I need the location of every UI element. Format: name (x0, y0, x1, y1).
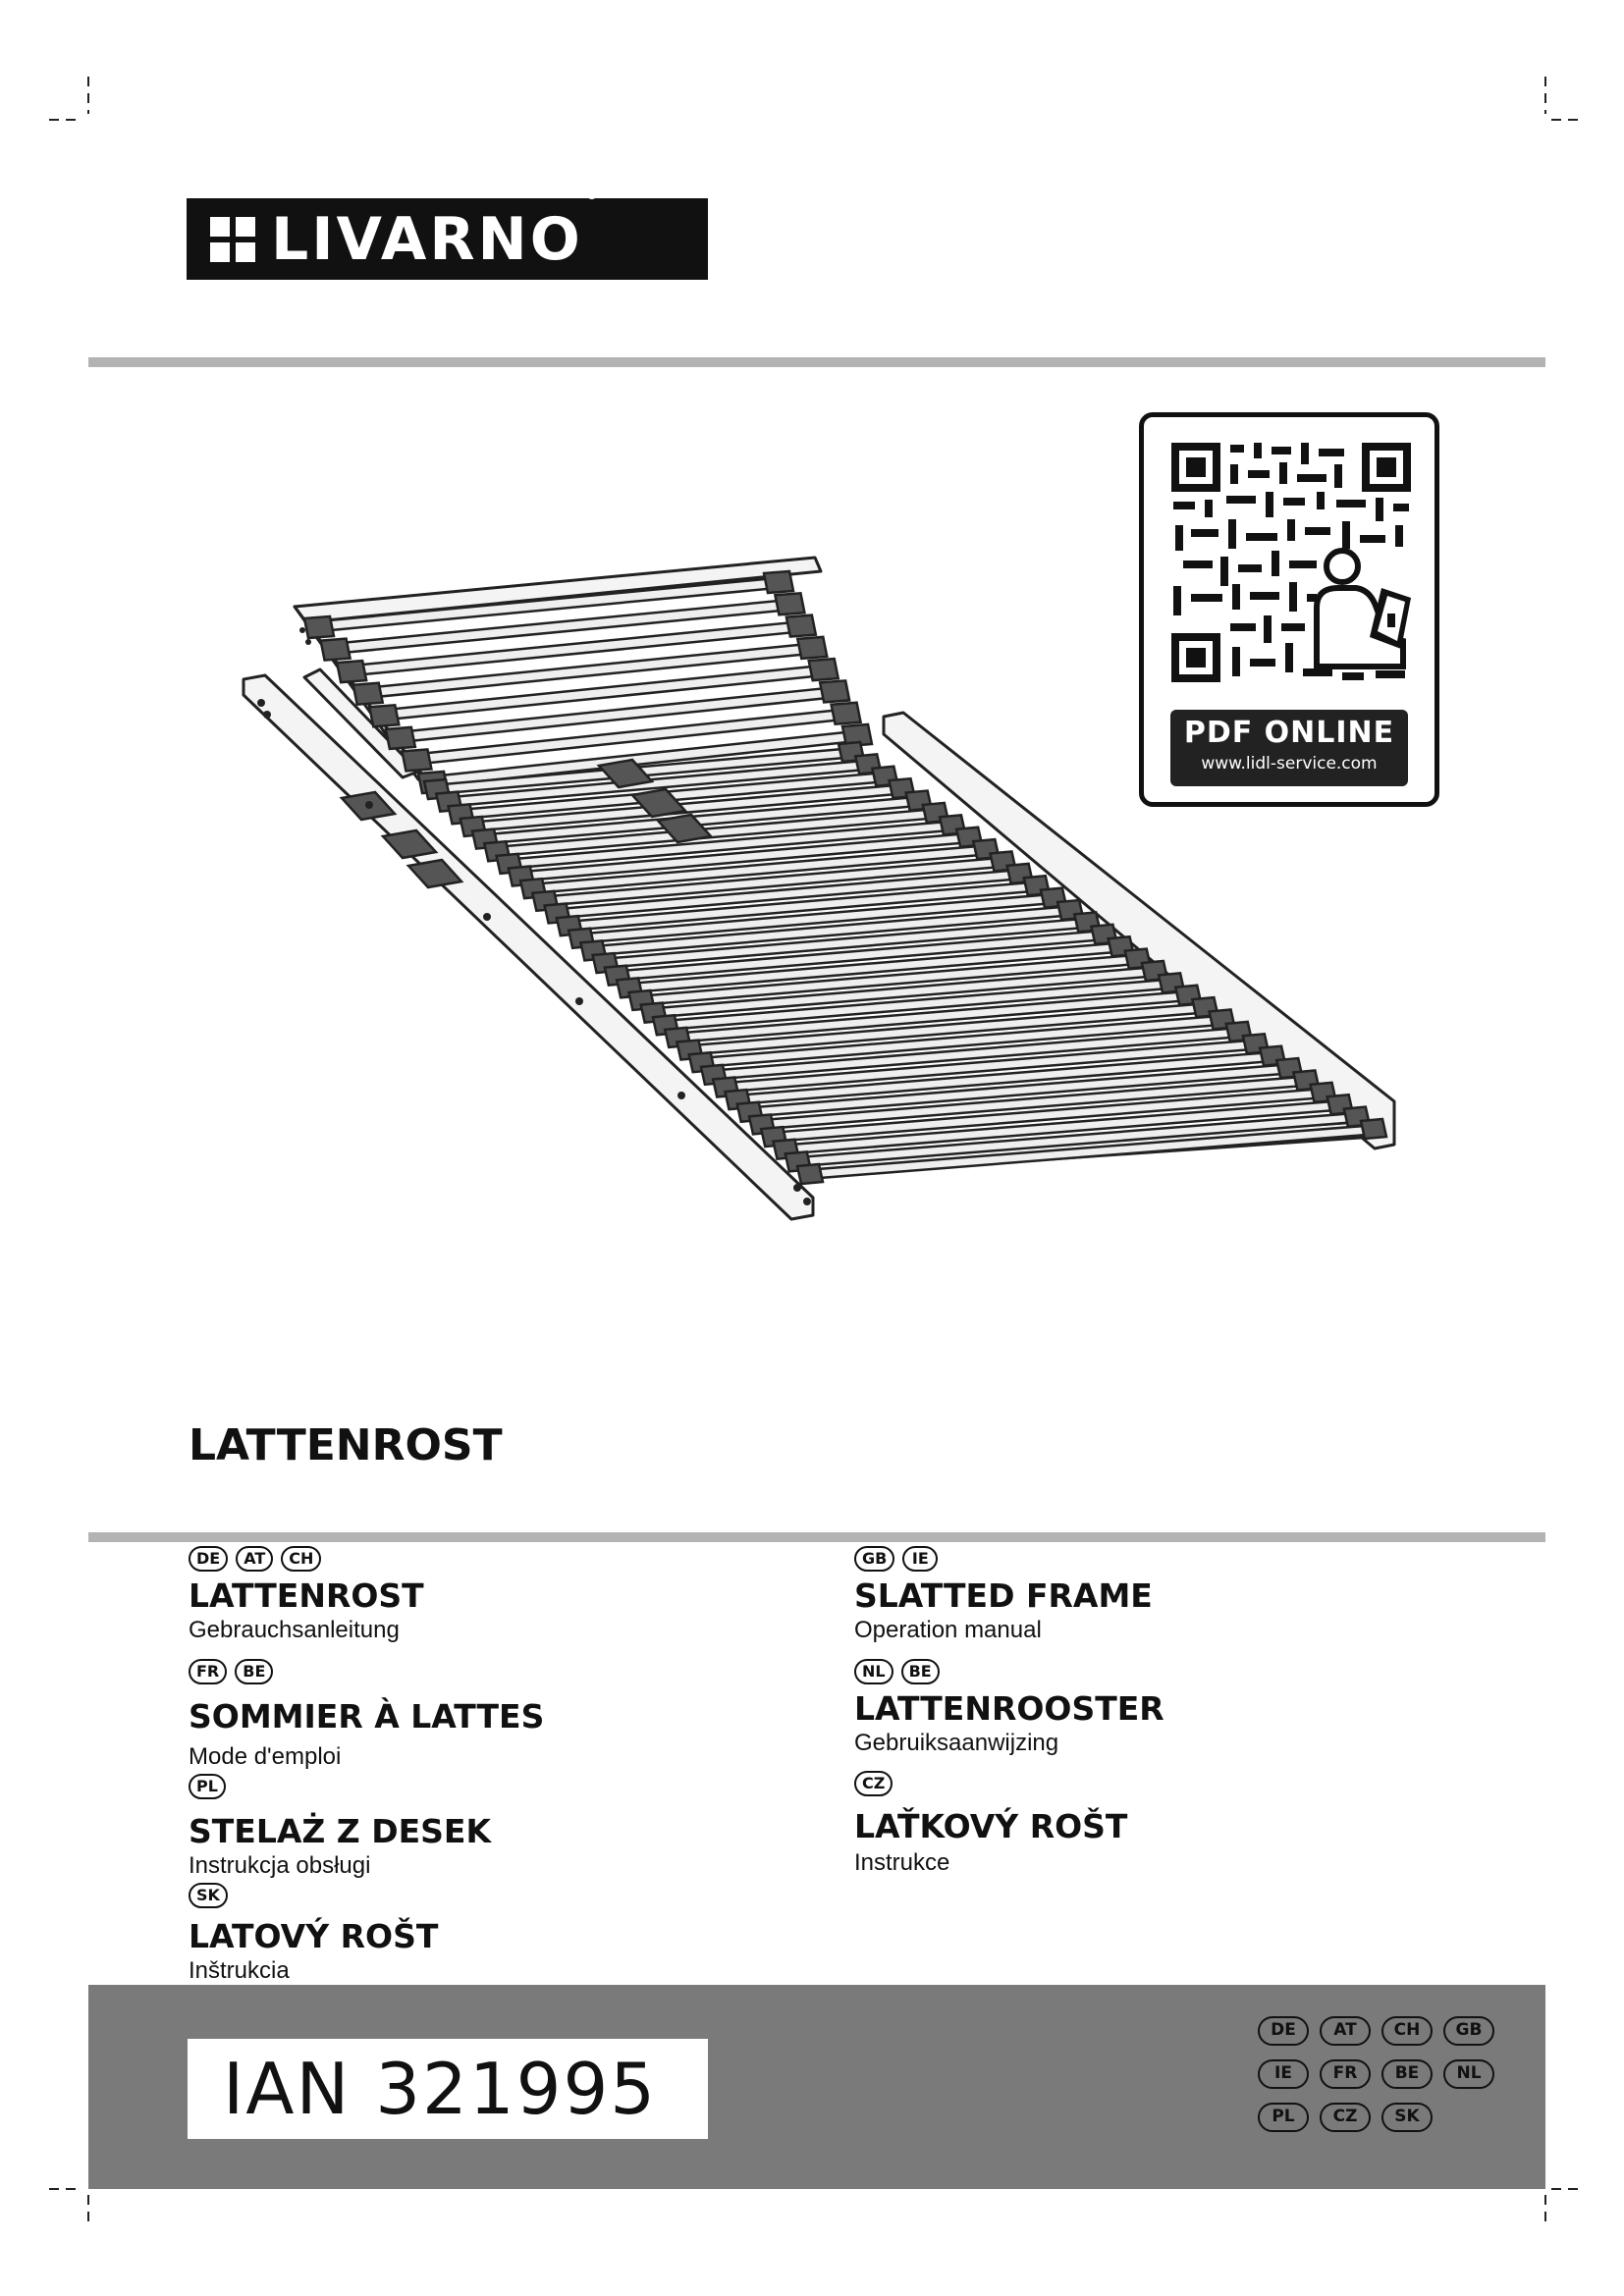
lang-block-cz (854, 1771, 1127, 1877)
lang-title: SOMMIER À LATTES (189, 1697, 545, 1735)
country-badge: GB (1443, 2016, 1494, 2046)
lang-badge: CH (281, 1546, 321, 1572)
brand-logo (187, 187, 708, 280)
lang-block-de (189, 1546, 424, 1644)
lang-badge: AT (236, 1546, 273, 1572)
brand-mark-icon (210, 217, 255, 262)
slatted-frame-illustration (226, 520, 1404, 1227)
lang-subtitle: Gebrauchsanleitung (189, 1617, 400, 1643)
lang-subtitle: Inštrukcia (189, 1957, 290, 1984)
lang-badge: GB (854, 1546, 894, 1572)
lang-title: LATOVÝ ROŠT (189, 1917, 439, 1955)
brand-name: LIVARNO® (271, 187, 602, 274)
lang-badge: BE (901, 1659, 940, 1684)
top-divider (88, 357, 1545, 367)
lang-block-fr (189, 1659, 544, 1771)
lang-badges (854, 1546, 1153, 1575)
service-url: www.lidl-service.com (1201, 754, 1378, 774)
lang-badges (189, 1883, 438, 1912)
lang-title: LATTENROST (189, 1576, 424, 1615)
lang-subtitle: Operation manual (854, 1617, 1042, 1643)
lang-badge: PL (189, 1774, 226, 1799)
lang-subtitle: Instrukce (854, 1849, 950, 1876)
country-badge: NL (1443, 2059, 1494, 2089)
pdf-online-title: PDF ONLINE (1183, 716, 1395, 750)
footer-band (88, 1985, 1545, 2189)
ian-number: IAN 321995 (188, 2039, 708, 2139)
lang-block-gb (854, 1546, 1153, 1644)
country-badge: AT (1320, 2016, 1371, 2046)
lang-badges (854, 1771, 1127, 1800)
lang-subtitle: Gebruiksaanwijzing (854, 1730, 1059, 1756)
lang-badge: FR (189, 1659, 227, 1684)
lang-badge: DE (189, 1546, 228, 1572)
lang-badges (189, 1659, 544, 1688)
lang-subtitle: Mode d'emploi (189, 1743, 342, 1770)
lang-block-pl (189, 1774, 491, 1880)
country-badge: BE (1381, 2059, 1433, 2089)
middle-divider (88, 1532, 1545, 1542)
lang-badges (189, 1774, 491, 1803)
lang-badges (854, 1659, 1164, 1688)
country-badge: FR (1320, 2059, 1371, 2089)
lang-badge: IE (902, 1546, 938, 1572)
lang-title: STELAŻ Z DESEK (189, 1812, 492, 1850)
product-title: LATTENROST (189, 1420, 503, 1470)
lang-title: LATTENROOSTER (854, 1689, 1164, 1728)
lang-block-sk (189, 1883, 438, 1985)
lang-badge: BE (235, 1659, 273, 1684)
country-badge: DE (1258, 2016, 1309, 2046)
lang-badge: SK (189, 1883, 228, 1908)
lang-title: LAŤKOVÝ ROŠT (854, 1807, 1128, 1845)
lang-subtitle: Instrukcja obsługi (189, 1852, 371, 1879)
lang-badge: NL (854, 1659, 893, 1684)
lang-badge: CZ (854, 1771, 893, 1796)
country-badge: IE (1258, 2059, 1309, 2089)
lang-title: SLATTED FRAME (854, 1576, 1153, 1615)
country-badge: PL (1258, 2103, 1309, 2132)
country-badge: SK (1381, 2103, 1433, 2132)
country-badge: CH (1381, 2016, 1433, 2046)
lang-block-nl (854, 1659, 1164, 1757)
country-badge: CZ (1320, 2103, 1371, 2132)
lang-badges (189, 1546, 424, 1575)
country-badges (1258, 2016, 1513, 2132)
